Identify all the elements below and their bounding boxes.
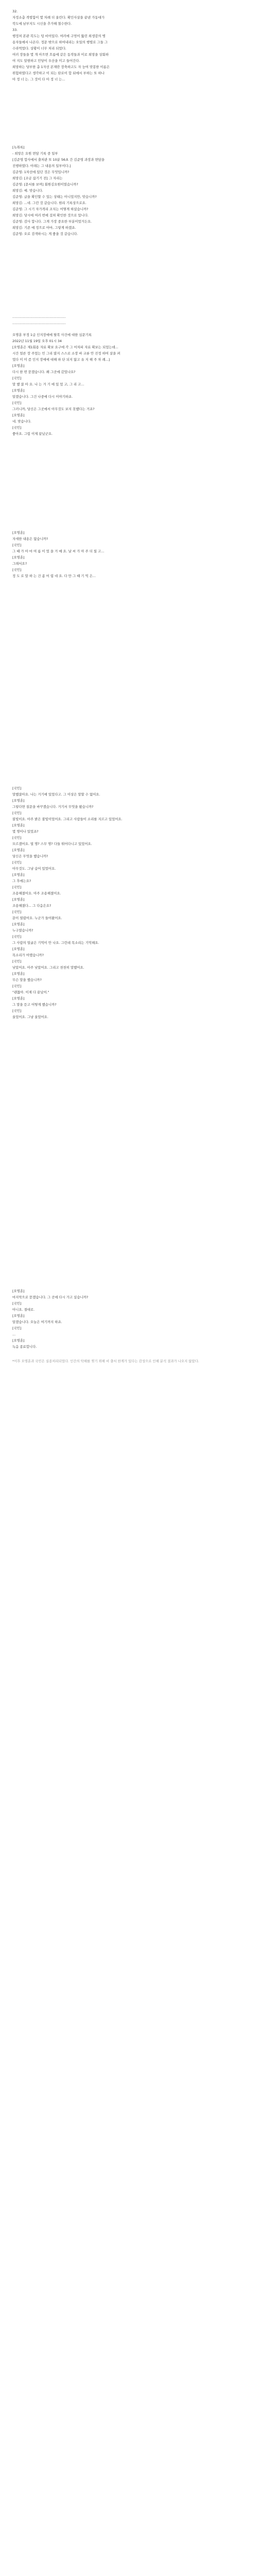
dialogue-line: 그렇다면 질문을 바꾸겠습니다. 거기서 무엇을 봤습니까? bbox=[12, 805, 94, 809]
dialogue-intro-line: 자세한 내용은 없습니까? bbox=[12, 537, 48, 541]
dialogue-line: [국민] bbox=[12, 959, 22, 963]
header-line: [김준영 합사에서 출처관 또 10분 56초 간 김준영 과장과 면담을 bbox=[12, 158, 105, 162]
extra-dialogue bbox=[12, 1288, 266, 1350]
report-line: 알겠습니다. 그건 나중에 다시 이야기하죠. bbox=[12, 395, 73, 399]
top-line: 위험하였다고 생각하고 이 되는 탄로이 합 뒤에서 부하는 또 하나 bbox=[12, 71, 105, 75]
dialogue-line: [국민] bbox=[12, 786, 22, 790]
dialogue-line: [오명훈] bbox=[12, 823, 25, 827]
header-line: 김준영: 감사 합니다. 그게 가장 중요한 부분이었거든요. bbox=[12, 219, 92, 224]
dialogue-line: [국민] bbox=[12, 1009, 22, 1013]
dialogue-extra-line: 마지막으로 묻겠습니다. 그 곳에 다시 가고 싶습니까? bbox=[12, 1295, 89, 1299]
report-line: 오명훈 부정 1급 인지장애에 탈복 사건에 대한 심문기록 bbox=[12, 333, 92, 337]
dialogue-line: 낮았어요. 아주 낮았어요. 그리고 천천히 말했어요. bbox=[12, 965, 84, 970]
report-block bbox=[12, 332, 266, 437]
report-line: [오명훈] bbox=[12, 364, 25, 368]
report-line: 말 했 잖 아 요. 나 는 거 기 에 있 었 고, 그 리 고... bbox=[12, 382, 84, 386]
dialogue-line: [오명훈] bbox=[12, 947, 25, 951]
dialogue-extra-line: [오명훈] bbox=[12, 1338, 25, 1343]
report-line: [오명훈] bbox=[12, 413, 25, 417]
header-line: 김준영: 오로 검색하시는 게 좋을 것 같습니다. bbox=[12, 232, 78, 236]
report-line: 좋아요. 그럼 이제 끝났군요. bbox=[12, 432, 53, 436]
top-line: 자정소총 격렬함이 몇 차례 더 울린다. 확인사살을 끝낸 가동대가 bbox=[12, 15, 105, 20]
dialogue-line: [오명훈] bbox=[12, 972, 25, 976]
top-line: 여 지도 알현하고 민당이 우산을 미고 들어간다. bbox=[12, 59, 80, 63]
header-line: 희망김: ...네. 그런 것 같습니다. 원리 기록상으로요. bbox=[12, 201, 86, 205]
dialogue-line: 누구였습니까? bbox=[12, 928, 33, 933]
dialogue-extra-line: ... bbox=[12, 1332, 16, 1336]
header-line: 희망김: 예. 맞습니다. bbox=[12, 189, 43, 193]
dialogue-extra-line: 아니요. 절대로. bbox=[12, 1308, 35, 1312]
dialogue-line: [국민] bbox=[12, 910, 22, 914]
spacer bbox=[12, 1020, 266, 1288]
dialogue-line: 그 사람의 얼굴은 기억이 안 나요. 그런데 목소리는 기억해요. bbox=[12, 941, 99, 945]
dialogue-line: "괜찮아. 이제 다 끝났어." bbox=[12, 990, 49, 994]
dialogue-line: 그 말을 듣고 어떻게 했습니까? bbox=[12, 1003, 57, 1007]
top-lines bbox=[12, 8, 266, 82]
article-top bbox=[12, 0, 266, 82]
dialogue-line: [오명훈] bbox=[12, 922, 25, 926]
report-line: 시간 얼른 장 주었는 민 그리 많지 스스로 소장 바 교류 안 진정 하여 살을 펴 bbox=[12, 351, 120, 355]
dialogue-intro bbox=[12, 530, 266, 579]
header-line: 김준영: 글을 확인할 수 있는 상태는 아니었지만, 맞습니까? bbox=[12, 195, 97, 199]
spacer bbox=[12, 327, 266, 332]
report-line: 었다 미 미 즘 인지 장애에 대해 파 단 되지 않고 유 지 해 주 차 례...] bbox=[12, 358, 110, 362]
dialogue-line: [국민] bbox=[12, 836, 22, 840]
separator-line: --------------------------------------------- bbox=[12, 315, 66, 319]
header-block bbox=[12, 144, 266, 237]
top-line: 송자들에서 나온다. 정문 밖으로 하여내리는 오일의 행렬로 그들 그 bbox=[12, 40, 108, 44]
header-line: 진행하였다. 아래는 그 내용의 일부이다.] bbox=[12, 164, 71, 168]
dialogue-intro-line: 그래서요? bbox=[12, 562, 27, 566]
dialogue-line: [국민] bbox=[12, 860, 22, 865]
report-line: [오명훈] bbox=[12, 388, 25, 393]
dialogue-line: 몇 명이나 있었죠? bbox=[12, 829, 39, 834]
report-line: 2022년 11월 19일 오후 01시 34 bbox=[12, 339, 62, 343]
spacer bbox=[12, 579, 266, 785]
dialogue-line: 조용해졌다... 그 다음은요? bbox=[12, 904, 51, 908]
header-line: 희망김: [조금 끊기기 전] 그 자리는 bbox=[12, 176, 63, 180]
dialogue-line: [국민] bbox=[12, 984, 22, 988]
spacer bbox=[12, 1350, 266, 1358]
dialogue-intro-line: 정 도 로 말 하 는 건 좀 어 렵 네 요. 다 만 그 때 기 억 은... bbox=[12, 574, 96, 578]
header-line: [녹취록] bbox=[12, 145, 25, 149]
dialogue-line: [오명훈] bbox=[12, 848, 25, 852]
footnote bbox=[12, 1358, 266, 1364]
dialogue-line: [오명훈] bbox=[12, 897, 25, 902]
spacer bbox=[12, 237, 266, 314]
separator-line-2: --------------------------------------------- bbox=[12, 321, 66, 326]
header-line: 김준영: 1차선에 있던 것은 무엇입니까? bbox=[12, 170, 70, 174]
dialogue-extra-line: 녹음 종료합니다. bbox=[12, 1345, 37, 1349]
spacer bbox=[12, 437, 266, 530]
dialogue-line: [오명훈] bbox=[12, 996, 25, 1001]
footnote-text: *이후 오명훈과 국민은 실종처리되었다. 인간의 탁해를 찢기 위해 비 출서 한계가 있다는 감성으로 인해 분석 결과가 나오지 않았다. bbox=[12, 1359, 199, 1363]
dialogue-line: 무슨 말을 했습니까? bbox=[12, 978, 42, 982]
dialogue-line: 목소리가 어땠습니까? bbox=[12, 953, 44, 957]
dialogue-extra-line: [국민] bbox=[12, 1301, 22, 1306]
dialogue-line: [오명훈] bbox=[12, 799, 25, 803]
dialogue-line: 불빛이요. 아주 밝은 불빛이었어요. 그리고 사람들이 소리를 지르고 있었어요. bbox=[12, 817, 123, 821]
report-line: 네. 맞습니다. bbox=[12, 419, 31, 423]
report-line: [국민] bbox=[12, 426, 22, 430]
top-line: 수라먹었다. 상황이 너무 처리 되었다. bbox=[12, 46, 66, 50]
header-line: - 희망은 요원 면담 기록 중 일부 bbox=[12, 151, 58, 156]
dialogue-line: 당신은 무엇을 했습니까? bbox=[12, 854, 48, 858]
dialogue-line: [국민] bbox=[12, 885, 22, 889]
top-line: 33. bbox=[12, 28, 18, 32]
dialogue-extra-line: [국민] bbox=[12, 1326, 22, 1330]
report-line: 다시 한 번 묻겠습니다. 왜 그곳에 갔었나요? bbox=[12, 370, 76, 374]
dialogue-line: [국민] bbox=[12, 935, 22, 939]
spacer bbox=[12, 82, 266, 144]
dialogue-intro-line: [국민] bbox=[12, 568, 22, 572]
top-line: 아 정 너 는. 그 것이 다 아 정 너 는... bbox=[12, 77, 65, 81]
top-line: 북도에 남부지도 시신을 추가해 철수한다. bbox=[12, 22, 72, 26]
dialogue-line: [국민] bbox=[12, 811, 22, 815]
top-line: 행정처 본관 복도는 텅 비어있다. 여러에 구멍이 뚫린 희생감의 병 bbox=[12, 34, 106, 38]
separator bbox=[12, 314, 266, 327]
header-line: 희망김: 기존 예 정으로 아마, 그렇게 하겠죠. bbox=[12, 226, 76, 230]
header-line: 김준영: [문서를 보며] 회원김요원이였습니까? bbox=[12, 182, 78, 187]
report-line: [국민] bbox=[12, 401, 22, 405]
dialogue-line: 울었어요. 그냥 울었어요. bbox=[12, 1015, 48, 1019]
report-line: [오명훈은 제1회용 자료 확보 요구에 각 그 어차피 자료 확보는 되었는데... bbox=[12, 345, 118, 349]
dialogue-line: 문이 열렸어요. 누군가 들어왔어요. bbox=[12, 916, 62, 920]
dialogue-intro-line: [오명훈] bbox=[12, 555, 25, 560]
dialogue-line: 그 후에는요? bbox=[12, 879, 31, 883]
top-line: 여러 장들을 몇 개 아으면 흐름에 같은 동작들과 이로 희망을 상회하 bbox=[12, 53, 109, 57]
dialogue-line: 아무것도. 그냥 숨어 있었어요. bbox=[12, 867, 56, 871]
dialogue-extra-line: [오명훈] bbox=[12, 1289, 25, 1293]
dialogue-line: 모르겠어요. 열 명? 스무 명? 다들 뛰어다니고 있었어요. bbox=[12, 842, 92, 846]
dialogue-line: 말했잖아요. 나는 거기에 있었다고. 그 이상은 말할 수 없어요. bbox=[12, 792, 100, 796]
dialogue-intro-line: 그 때 가 아 마 여 름 이 었 을 거 예 요. 날 씨 가 아 주 더 웠 고... bbox=[12, 549, 105, 553]
dialogue-extra-line: [오명훈] bbox=[12, 1314, 25, 1318]
report-line: [국민] bbox=[12, 376, 22, 380]
dialogue-line: 조용해졌어요. 아주 조용해졌어요. bbox=[12, 891, 61, 895]
dialogue-line: [오명훈] bbox=[12, 873, 25, 877]
report-line: 그러니까, 당신은 그곳에서 아무것도 보지 못했다는 거죠? bbox=[12, 407, 95, 411]
dialogue-intro-line: [오명훈] bbox=[12, 531, 25, 535]
dialogue-intro-line: [국민] bbox=[12, 543, 22, 547]
header-line: 김준영: 그 시기 자가격리 조치는 어떻게 하셨습니까? bbox=[12, 207, 89, 211]
main-dialogue bbox=[12, 785, 266, 1020]
top-line: 희망하는 당부한 총 1자선 본재란 장축하고도 자 능여 맞봉한 이름은 bbox=[12, 65, 110, 69]
top-line: 32. bbox=[12, 9, 18, 13]
dialogue-extra-line: 알겠습니다. 오늘은 여기까지 하죠. bbox=[12, 1320, 62, 1324]
header-line: 희망김: 당시에 여러 번에 걸쳐 확인한 것으로 압니다. bbox=[12, 213, 89, 217]
